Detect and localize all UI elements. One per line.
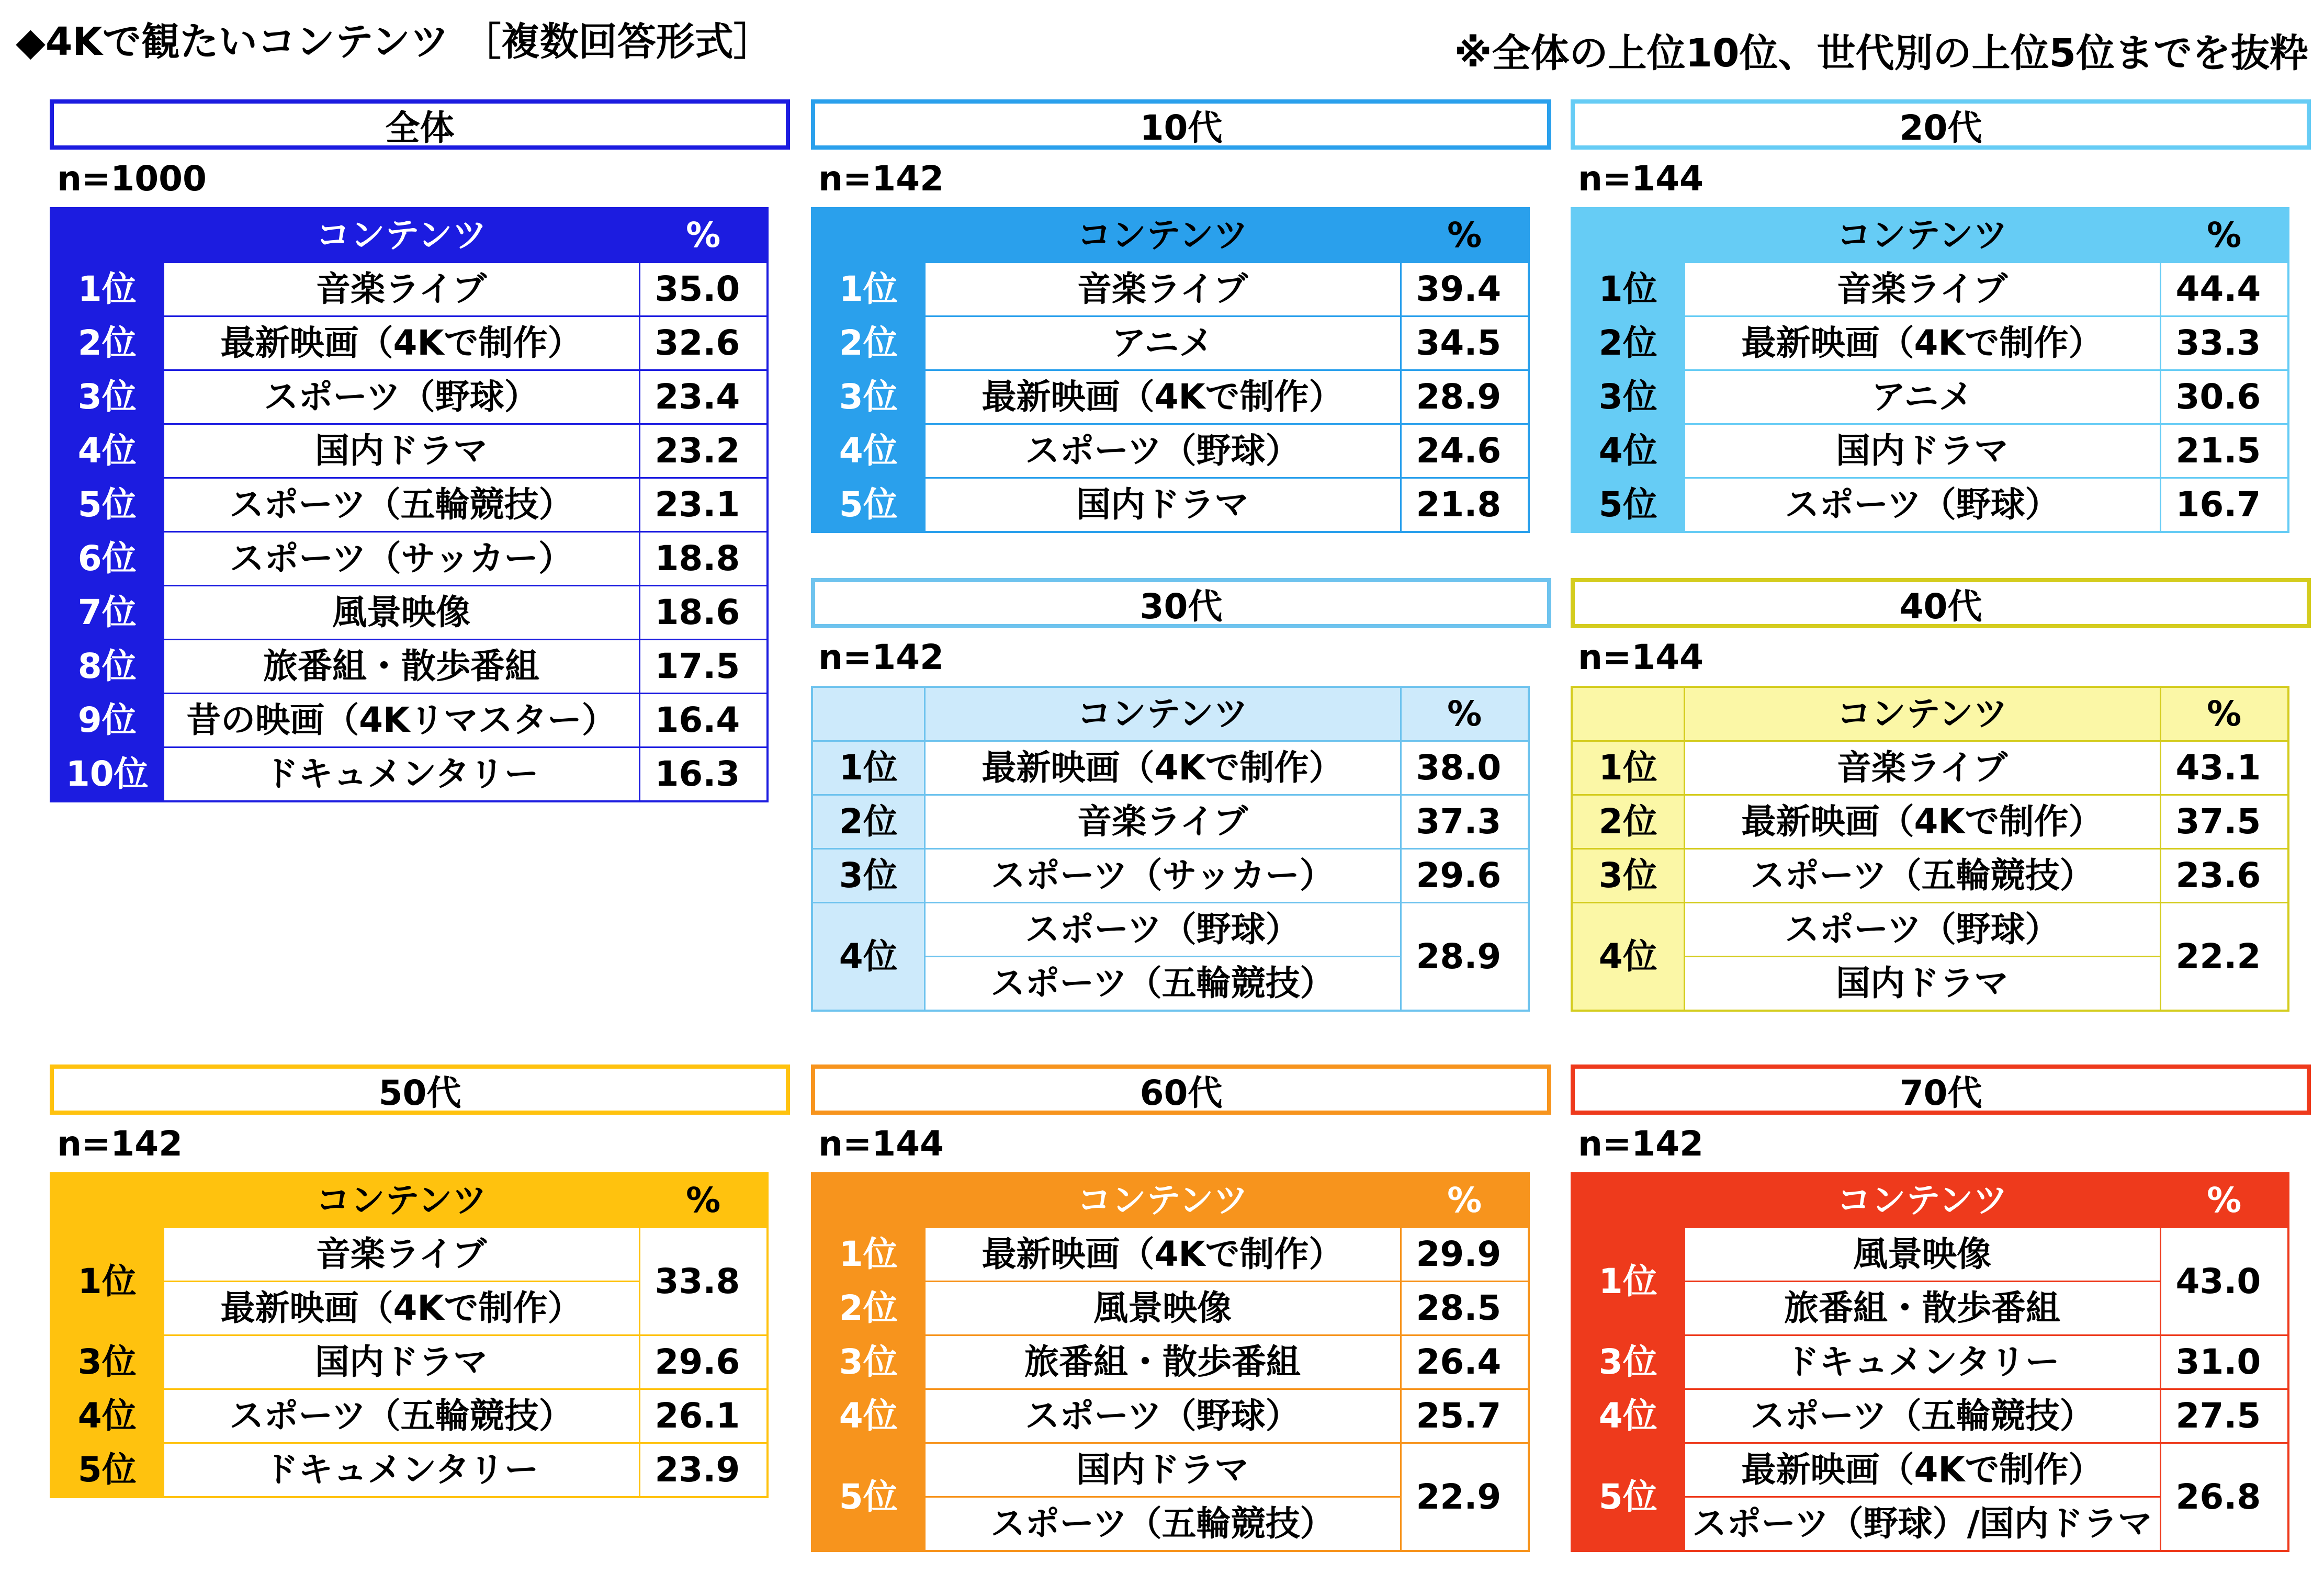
table-row xyxy=(812,424,1529,478)
content-item: 最新映画（4Kで制作） xyxy=(982,1234,1344,1274)
rank-cell: 6位 xyxy=(51,532,163,586)
rank-cell: 4位 xyxy=(1572,424,1684,478)
rank-cell: 5位 xyxy=(812,478,924,533)
table-row xyxy=(51,1443,768,1498)
rank-cell: 7位 xyxy=(51,586,163,640)
percent-cell: 38.0 xyxy=(1401,741,1529,795)
percent-cell: 28.9 xyxy=(1401,370,1529,424)
percent-cell: 21.8 xyxy=(1401,478,1529,533)
table-row xyxy=(812,795,1529,849)
table-row xyxy=(1572,1389,2288,1443)
percent-column-header: % xyxy=(2160,1173,2288,1228)
table-header-row xyxy=(1572,687,2288,741)
panel-title: 10代 xyxy=(811,99,1551,150)
rank-cell: 4位 xyxy=(51,424,163,478)
table-row xyxy=(812,741,1529,795)
rank-cell: 3位 xyxy=(51,1335,163,1389)
table-row xyxy=(812,370,1529,424)
content-cell xyxy=(163,316,639,370)
rank-cell: 1位 xyxy=(812,263,924,316)
table-row xyxy=(51,586,768,640)
percent-cell: 29.9 xyxy=(1401,1228,1529,1282)
panel-title: 20代 xyxy=(1571,99,2311,150)
table-header-row xyxy=(51,1173,768,1228)
table-row xyxy=(812,903,1529,1011)
ranking-panel xyxy=(811,1065,1551,1552)
percent-column-header: % xyxy=(2160,687,2288,741)
rank-cell: 1位 xyxy=(51,263,163,316)
sample-size: n=144 xyxy=(1578,158,1704,199)
page-title: ◆4Kで観たいコンテンツ ［複数回答形式］ xyxy=(16,19,772,64)
ranking-panel xyxy=(811,99,1551,533)
content-cell xyxy=(924,424,1401,478)
percent-cell: 33.8 xyxy=(639,1228,768,1335)
panel-title: 40代 xyxy=(1571,578,2311,628)
rank-cell: 4位 xyxy=(51,1389,163,1443)
table-header-row xyxy=(812,208,1529,263)
rank-cell: 2位 xyxy=(812,1282,924,1335)
content-column-header: コンテンツ xyxy=(924,1173,1401,1228)
ranking-panel xyxy=(811,578,1551,1012)
sample-size: n=142 xyxy=(57,1123,183,1164)
content-cell xyxy=(163,694,639,748)
table-header-row xyxy=(51,208,768,263)
rank-cell: 5位 xyxy=(1572,1443,1684,1552)
percent-column-header: % xyxy=(1401,208,1529,263)
sample-size: n=1000 xyxy=(57,158,207,199)
content-item: 国内ドラマ xyxy=(1685,956,2160,1010)
content-item: スポーツ（野球） xyxy=(1025,431,1300,471)
table-row xyxy=(1572,316,2288,370)
content-item: 音楽ライブ xyxy=(1077,269,1248,309)
rank-cell: 5位 xyxy=(1572,478,1684,533)
content-item: スポーツ（野球） xyxy=(1025,1396,1300,1436)
rank-cell: 1位 xyxy=(812,1228,924,1282)
content-column-header: コンテンツ xyxy=(163,208,639,263)
table-row xyxy=(1572,795,2288,849)
table-row xyxy=(812,1389,1529,1443)
content-cell xyxy=(163,263,639,316)
content-item: スポーツ（五輪競技） xyxy=(926,956,1400,1010)
rank-cell: 2位 xyxy=(1572,795,1684,849)
rank-column-header xyxy=(812,1173,924,1228)
content-item: スポーツ（五輪競技） xyxy=(229,484,573,525)
percent-column-header: % xyxy=(1401,687,1529,741)
content-item: スポーツ（野球） xyxy=(1785,909,2060,949)
percent-cell: 29.6 xyxy=(639,1335,768,1389)
ranking-table xyxy=(811,207,1530,533)
table-header-row xyxy=(812,1173,1529,1228)
sample-size: n=142 xyxy=(818,158,944,199)
content-item: 最新映画（4Kで制作） xyxy=(982,748,1344,788)
percent-column-header: % xyxy=(1401,1173,1529,1228)
rank-cell: 2位 xyxy=(812,316,924,370)
content-item: スポーツ（五輪競技） xyxy=(1750,855,2094,896)
content-cell xyxy=(1684,370,2160,424)
content-item: アニメ xyxy=(1111,323,1214,363)
content-item: 風景映像 xyxy=(332,592,470,632)
rank-column-header xyxy=(1572,687,1684,741)
rank-cell: 5位 xyxy=(812,1443,924,1552)
rank-column-header xyxy=(812,208,924,263)
rank-cell: 2位 xyxy=(51,316,163,370)
percent-cell: 28.9 xyxy=(1401,903,1529,1011)
rank-cell: 1位 xyxy=(1572,741,1684,795)
percent-cell: 29.6 xyxy=(1401,849,1529,903)
content-item: スポーツ（野球）/国内ドラマ xyxy=(1685,1496,2160,1550)
content-item: 国内ドラマ xyxy=(315,431,488,471)
panel-title: 全体 xyxy=(50,99,790,150)
percent-cell: 23.6 xyxy=(2160,849,2288,903)
panel-title: 60代 xyxy=(811,1065,1551,1115)
rank-cell: 3位 xyxy=(1572,1335,1684,1389)
content-cell xyxy=(163,478,639,532)
content-item: 最新映画（4Kで制作） xyxy=(220,323,582,363)
percent-cell: 18.6 xyxy=(639,586,768,640)
rank-cell: 4位 xyxy=(812,424,924,478)
content-item: 音楽ライブ xyxy=(1077,801,1248,842)
content-cell xyxy=(163,1228,639,1335)
table-row xyxy=(51,370,768,424)
percent-cell: 37.5 xyxy=(2160,795,2288,849)
content-cell xyxy=(1684,795,2160,849)
table-row xyxy=(1572,849,2288,903)
content-cell xyxy=(924,1228,1401,1282)
ranking-table xyxy=(811,1172,1530,1552)
percent-cell: 30.6 xyxy=(2160,370,2288,424)
rank-column-header xyxy=(812,687,924,741)
content-cell xyxy=(1684,1389,2160,1443)
content-item: 音楽ライブ xyxy=(1836,269,2008,309)
content-cell xyxy=(1684,1228,2160,1335)
percent-cell: 26.1 xyxy=(639,1389,768,1443)
percent-cell: 26.8 xyxy=(2160,1443,2288,1552)
ranking-table xyxy=(1571,1172,2289,1552)
content-item: 国内ドラマ xyxy=(1076,1450,1249,1490)
percent-cell: 23.1 xyxy=(639,478,768,532)
rank-cell: 5位 xyxy=(51,1443,163,1498)
content-cell xyxy=(163,532,639,586)
content-item: 風景映像 xyxy=(1853,1234,1991,1274)
rank-cell: 2位 xyxy=(1572,316,1684,370)
percent-cell: 16.4 xyxy=(639,694,768,748)
rank-cell: 1位 xyxy=(812,741,924,795)
rank-column-header xyxy=(1572,208,1684,263)
ranking-table xyxy=(1571,686,2289,1012)
content-cell xyxy=(924,1282,1401,1335)
table-row xyxy=(812,1282,1529,1335)
content-cell xyxy=(924,903,1401,1011)
table-row xyxy=(812,1443,1529,1552)
panel-title: 50代 xyxy=(50,1065,790,1115)
content-item: 最新映画（4Kで制作） xyxy=(1741,323,2103,363)
content-item: スポーツ（五輪競技） xyxy=(926,1496,1400,1550)
table-row xyxy=(51,263,768,316)
content-item: 昔の映画（4Kリマスター） xyxy=(186,700,616,740)
table-row xyxy=(51,1335,768,1389)
percent-cell: 28.5 xyxy=(1401,1282,1529,1335)
rank-cell: 4位 xyxy=(1572,1389,1684,1443)
content-cell xyxy=(163,586,639,640)
content-item: 最新映画（4Kで制作） xyxy=(164,1281,639,1334)
content-item: ドキュメンタリー xyxy=(264,1450,539,1490)
content-cell xyxy=(924,1335,1401,1389)
content-item: スポーツ（野球） xyxy=(1025,909,1300,949)
content-cell xyxy=(163,1443,639,1498)
content-item: 旅番組・散歩番組 xyxy=(1685,1281,2160,1334)
table-header-row xyxy=(1572,208,2288,263)
percent-cell: 22.2 xyxy=(2160,903,2288,1011)
percent-cell: 34.5 xyxy=(1401,316,1529,370)
percent-cell: 33.3 xyxy=(2160,316,2288,370)
rank-cell: 2位 xyxy=(812,795,924,849)
content-cell xyxy=(1684,1335,2160,1389)
content-column-header: コンテンツ xyxy=(163,1173,639,1228)
content-cell xyxy=(924,263,1401,316)
content-cell xyxy=(163,1335,639,1389)
content-cell xyxy=(163,1389,639,1443)
rank-cell: 3位 xyxy=(1572,370,1684,424)
content-item: ドキュメンタリー xyxy=(1785,1342,2060,1382)
table-row xyxy=(1572,263,2288,316)
rank-column-header xyxy=(1572,1173,1684,1228)
table-header-row xyxy=(1572,1173,2288,1228)
table-row xyxy=(812,478,1529,533)
content-column-header: コンテンツ xyxy=(924,687,1401,741)
table-row xyxy=(51,478,768,532)
panel-title: 30代 xyxy=(811,578,1551,628)
content-cell xyxy=(924,795,1401,849)
percent-cell: 21.5 xyxy=(2160,424,2288,478)
percent-cell: 23.9 xyxy=(639,1443,768,1498)
table-row xyxy=(51,694,768,748)
rank-cell: 1位 xyxy=(51,1228,163,1335)
rank-cell: 3位 xyxy=(812,370,924,424)
content-item: 最新映画（4Kで制作） xyxy=(982,377,1344,417)
rank-cell: 1位 xyxy=(1572,263,1684,316)
content-item: スポーツ（サッカー） xyxy=(229,538,573,579)
content-item: スポーツ（サッカー） xyxy=(990,855,1335,896)
content-item: 旅番組・散歩番組 xyxy=(1024,1342,1301,1382)
percent-cell: 27.5 xyxy=(2160,1389,2288,1443)
sample-size: n=142 xyxy=(1578,1123,1704,1164)
percent-cell: 25.7 xyxy=(1401,1389,1529,1443)
content-item: 最新映画（4Kで制作） xyxy=(1741,801,2103,842)
table-row xyxy=(812,849,1529,903)
table-row xyxy=(51,748,768,802)
table-row xyxy=(1572,424,2288,478)
table-row xyxy=(51,640,768,694)
content-cell xyxy=(924,1443,1401,1552)
percent-cell: 31.0 xyxy=(2160,1335,2288,1389)
table-row xyxy=(51,316,768,370)
rank-cell: 5位 xyxy=(51,478,163,532)
ranking-table xyxy=(50,207,769,802)
rank-cell: 4位 xyxy=(812,903,924,1011)
content-cell xyxy=(163,748,639,802)
percent-cell: 16.3 xyxy=(639,748,768,802)
percent-cell: 26.4 xyxy=(1401,1335,1529,1389)
ranking-panel xyxy=(1571,1065,2311,1552)
table-row xyxy=(51,532,768,586)
panel-title: 70代 xyxy=(1571,1065,2311,1115)
percent-cell: 35.0 xyxy=(639,263,768,316)
content-item: スポーツ（野球） xyxy=(1785,484,2060,525)
table-row xyxy=(1572,741,2288,795)
table-row xyxy=(51,1228,768,1335)
content-cell xyxy=(163,370,639,424)
table-row xyxy=(812,263,1529,316)
content-item: 音楽ライブ xyxy=(1836,748,2008,788)
rank-cell: 4位 xyxy=(812,1389,924,1443)
percent-cell: 23.2 xyxy=(639,424,768,478)
content-cell xyxy=(1684,903,2160,1011)
percent-cell: 16.7 xyxy=(2160,478,2288,533)
content-cell xyxy=(163,640,639,694)
ranking-panel xyxy=(1571,578,2311,1012)
rank-cell: 1位 xyxy=(1572,1228,1684,1335)
content-cell xyxy=(1684,1443,2160,1552)
ranking-table xyxy=(1571,207,2289,533)
percent-cell: 22.9 xyxy=(1401,1443,1529,1552)
table-row xyxy=(1572,903,2288,1011)
content-cell xyxy=(1684,316,2160,370)
sample-size: n=142 xyxy=(818,637,944,677)
ranking-panel xyxy=(50,99,790,802)
content-cell xyxy=(924,1389,1401,1443)
table-row xyxy=(1572,1228,2288,1335)
content-column-header: コンテンツ xyxy=(1684,208,2160,263)
content-item: 最新映画（4Kで制作） xyxy=(1741,1450,2103,1490)
content-cell xyxy=(1684,263,2160,316)
ranking-table xyxy=(811,686,1530,1012)
percent-cell: 24.6 xyxy=(1401,424,1529,478)
content-cell xyxy=(163,424,639,478)
rank-cell: 3位 xyxy=(812,1335,924,1389)
content-item: ドキュメンタリー xyxy=(264,754,539,794)
content-item: スポーツ（五輪競技） xyxy=(229,1396,573,1436)
rank-cell: 10位 xyxy=(51,748,163,802)
content-cell xyxy=(1684,741,2160,795)
rank-cell: 3位 xyxy=(812,849,924,903)
table-row xyxy=(1572,1443,2288,1552)
content-item: 音楽ライブ xyxy=(315,1234,487,1274)
content-item: スポーツ（野球） xyxy=(264,377,539,417)
content-item: 旅番組・散歩番組 xyxy=(263,646,539,686)
content-item: スポーツ（五輪競技） xyxy=(1750,1396,2094,1436)
rank-cell: 3位 xyxy=(51,370,163,424)
percent-column-header: % xyxy=(639,208,768,263)
content-cell xyxy=(924,849,1401,903)
sample-size: n=144 xyxy=(1578,637,1704,677)
content-cell xyxy=(1684,424,2160,478)
content-item: アニメ xyxy=(1871,377,1973,417)
percent-cell: 17.5 xyxy=(639,640,768,694)
sample-size: n=144 xyxy=(818,1123,944,1164)
percent-cell: 39.4 xyxy=(1401,263,1529,316)
percent-cell: 32.6 xyxy=(639,316,768,370)
rank-cell: 8位 xyxy=(51,640,163,694)
content-cell xyxy=(924,478,1401,533)
content-cell xyxy=(1684,478,2160,533)
content-column-header: コンテンツ xyxy=(924,208,1401,263)
percent-column-header: % xyxy=(2160,208,2288,263)
table-row xyxy=(1572,478,2288,533)
table-row xyxy=(51,424,768,478)
content-item: 音楽ライブ xyxy=(315,269,487,309)
content-cell xyxy=(924,370,1401,424)
content-item: 国内ドラマ xyxy=(1076,484,1249,525)
percent-column-header: % xyxy=(639,1173,768,1228)
ranking-panel xyxy=(1571,99,2311,533)
content-item: 国内ドラマ xyxy=(1836,431,2009,471)
percent-cell: 44.4 xyxy=(2160,263,2288,316)
rank-cell: 3位 xyxy=(1572,849,1684,903)
rank-cell: 9位 xyxy=(51,694,163,748)
table-row xyxy=(812,316,1529,370)
ranking-panel xyxy=(50,1065,790,1498)
rank-column-header xyxy=(51,208,163,263)
percent-cell: 43.0 xyxy=(2160,1228,2288,1335)
table-row xyxy=(812,1228,1529,1282)
ranking-table xyxy=(50,1172,769,1498)
table-header-row xyxy=(812,687,1529,741)
table-row xyxy=(1572,1335,2288,1389)
percent-cell: 18.8 xyxy=(639,532,768,586)
content-item: 国内ドラマ xyxy=(315,1342,488,1382)
rank-cell: 4位 xyxy=(1572,903,1684,1011)
table-row xyxy=(51,1389,768,1443)
content-cell xyxy=(924,741,1401,795)
percent-cell: 23.4 xyxy=(639,370,768,424)
content-cell xyxy=(924,316,1401,370)
table-row xyxy=(1572,370,2288,424)
content-column-header: コンテンツ xyxy=(1684,1173,2160,1228)
page-note: ※全体の上位10位、世代別の上位5位までを抜粋 xyxy=(1454,31,2308,76)
rank-column-header xyxy=(51,1173,163,1228)
table-row xyxy=(812,1335,1529,1389)
percent-cell: 43.1 xyxy=(2160,741,2288,795)
content-column-header: コンテンツ xyxy=(1684,687,2160,741)
content-item: 風景映像 xyxy=(1093,1288,1232,1328)
content-cell xyxy=(1684,849,2160,903)
percent-cell: 37.3 xyxy=(1401,795,1529,849)
